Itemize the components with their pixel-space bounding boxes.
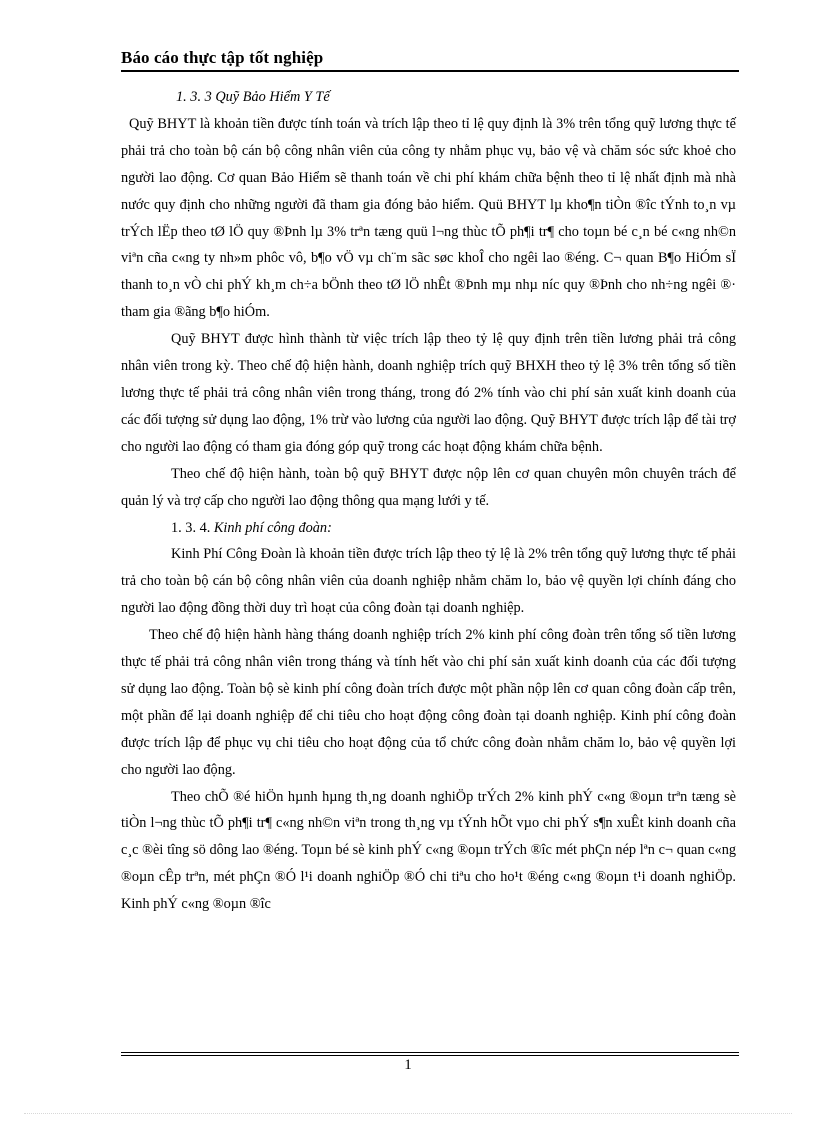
paragraph: Quỹ BHYT được hình thành từ việc trích lập theo tỷ lệ quy định trên tiền lương phải trả công nhân viên trong kỳ. Theo chế độ hiện hành, doanh nghiệp trích quỹ BHXH theo tỷ lệ 3% trên tổng số tiền lương thực tế phải trả công nhân viên trong tháng, trong đó 2% tính vào chi phí sản xuất kinh doanh của các đối tượng sử dụng lao động, 1% trừ vào lương của người lao động. Quỹ BHYT được trích lập để tài trợ cho người lao động có tham gia đóng góp quỹ trong các hoạt động khám chữa bệnh.	[121, 331, 736, 455]
paragraph: Theo chế độ hiện hành, toàn bộ quỹ BHYT được nộp lên cơ quan chuyên môn chuyên trách để quản lý và trợ cấp cho người lao động thông qua mạng lưới y tế.	[121, 465, 736, 509]
body-text	[121, 84, 736, 918]
section-subheading	[121, 515, 736, 542]
header-rule	[121, 70, 739, 72]
section-heading: 1. 3. 3 Quỹ Bảo Hiểm Y Tế	[176, 89, 330, 105]
paragraph: Theo chÕ ®é hiÖn hµnh hµng th¸ng doanh nghiÖp trÝch 2% kinh phÝ c«ng ®oµn trªn tæng sè tiÒn l¬ng thùc tÕ ph¶i tr¶ c«ng nh©n viªn trong th¸ng vµ tÝnh hÕt vµo chi phÝ s¶n xuÊt kinh doanh cña c¸c ®èi tîng sö dông lao ®éng. Toµn bé sè kinh phÝ c«ng ®oµn trÝch ®îc mét phÇn nép lªn c¬ quan c«ng ®oµn cÊp trªn, mét phÇn ®Ó l¹i doanh nghiÖp ®Ó chi tiªu cho ho¹t ®éng c«ng ®oµn t¹i doanh nghiÖp. Kinh phÝ c«ng ®oµn ®îc	[121, 788, 736, 913]
page-number: 1	[404, 1057, 412, 1073]
footer-rule	[121, 1052, 739, 1053]
paragraph: Kinh Phí Công Đoàn là khoản tiền được trích lập theo tỷ lệ là 2% trên tổng quỹ lương thực tế phải trả cho toàn bộ cán bộ công nhân viên của doanh nghiệp nhằm chăm lo, bảo vệ quyền lợi chính đáng cho người lao động đồng thời duy trì hoạt của công đoàn tại doanh nghiệp.	[121, 546, 736, 617]
subheading-title: Kinh phí công đoàn:	[213, 519, 332, 536]
paragraph: Quỹ BHYT là khoản tiền được tính toán và trích lập theo tỉ lệ quy định là 3% trên tổng quỹ lương thực tế phải trả cho toàn bộ cán bộ công nhân viên của công ty nhằm phục vụ, bảo vệ và chăm sóc sức khoẻ cho người lao động. Cơ quan Bảo Hiểm sẽ thanh toán về chi phí khám chữa bệnh theo tỉ lệ nhất định mà nhà nước quy định cho những người đã tham gia đóng bảo hiểm. Quü BHYT lµ kho¶n tiÒn ®îc tÝnh to¸n vµ trÝch lËp theo tØ lÖ quy ®Þnh lµ 3% trªn tæng quü l¬ng thùc tÕ ph¶i tr¶ cho toµn bé c¸n bé c«ng nh©n viªn cña c«ng ty nh»m phôc vô, b¶o vÖ vµ ch¨m sãc søc khoÎ cho ngêi lao ®éng. C¬ quan B¶o HiÓm sÏ thanh to¸n vÒ chi phÝ kh¸m ch÷a bÖnh theo tØ lÖ nhÊt ®Þnh mµ nhµ níc quy ®Þnh cho nh÷ng ngêi ®· tham gia ®ãng b¶o hiÓm.	[121, 115, 736, 321]
paragraph: Theo chế độ hiện hành hàng tháng doanh nghiệp trích 2% kinh phí công đoàn trên tổng số tiền lương thực tế phải trả công nhân viên trong tháng và tính hết vào chi phí sản xuất kinh doanh của các đối tượng sử dụng lao động. Toàn bộ sè kinh phí công đoàn trích được một phần nộp lên cơ quan công đoàn cấp trên, một phần để lại doanh nghiệp để chi tiêu cho hoạt động công đoàn tại doanh nghiệp. Kinh phí công đoàn được trích lập để phục vụ chi tiêu cho hoạt động của tổ chức công đoàn nhằm chăm lo, bảo vệ quyền lợi cho người lao động.	[121, 627, 736, 778]
header-title: Báo cáo thực tập tốt nghiệp	[121, 48, 324, 67]
subheading-number: 1. 3. 4.	[171, 519, 214, 536]
footer-rule	[121, 1055, 739, 1056]
page-edge	[24, 1113, 792, 1114]
